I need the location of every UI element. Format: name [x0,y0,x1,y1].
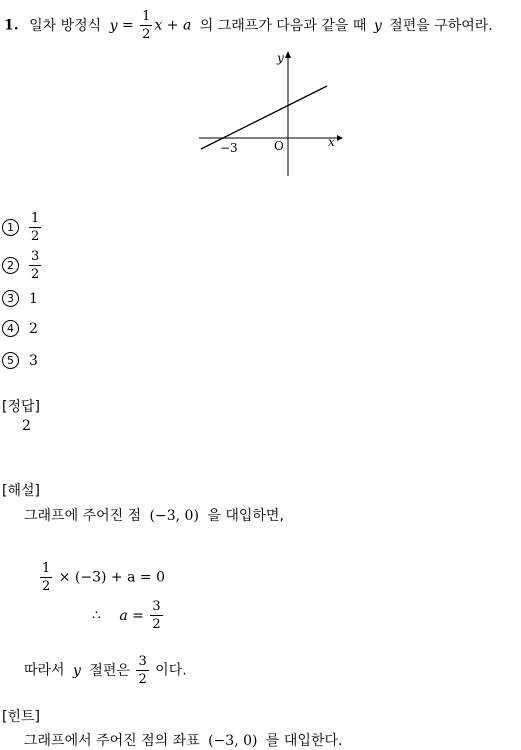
option-1[interactable] [2,212,43,243]
answer-heading: [정답] [2,399,40,415]
x-axis-arrow [337,135,343,141]
option-4-value: 2 [29,320,38,337]
hint-heading: [힌트] [2,709,40,725]
explanation-heading: [해설] [2,483,40,499]
question-text-after: 의 그래프가 다음과 같을 때 [199,17,367,34]
graph-line [201,86,327,149]
x-axis-label: x [328,135,335,149]
option-marker: 3 [2,290,19,307]
question-line [4,10,493,41]
option-5[interactable] [2,352,38,369]
option-marker: 2 [2,257,19,274]
question-text-end: 절편을 구하여라. [389,17,493,34]
equation-1-fraction [40,562,52,593]
equation-1-rest: × (−3) + a = 0 [58,569,165,586]
equation-fraction-num: 1 [142,9,151,24]
explanation-line1-end: 을 대입하면, [207,508,284,524]
equation-lhs: y [109,17,118,34]
option-marker: 1 [2,219,19,236]
question-text-before: 일차 방정식 [29,17,102,34]
conclusion-pre: 따라서 [24,662,65,679]
y-axis-label: y [277,51,284,65]
equation-2-lhs: a = [119,607,144,624]
equation-fraction [140,10,152,41]
option-4[interactable] [2,320,38,337]
option-3-value: 1 [29,290,38,307]
conclusion-den: 2 [138,672,147,687]
option-1-den: 2 [31,229,40,244]
equation-1-den: 2 [42,579,51,594]
equation-1-num: 1 [42,561,51,576]
hint-text [24,730,342,750]
hint-text-end: 를 대입한다. [265,733,343,749]
option-marker: 4 [2,320,19,337]
option-5-value: 3 [29,352,38,369]
question-number: 1. [4,17,19,34]
line-graph [195,48,345,178]
option-2-num: 3 [31,249,40,264]
explanation-line1 [24,505,284,525]
explanation-equation-1 [38,562,165,593]
option-marker: 5 [2,352,19,369]
origin-label: O [274,139,284,153]
equation-equals: = [121,17,134,34]
conclusion-end: 이다. [155,662,187,679]
equation-rest: x + a [154,17,192,34]
therefore-symbol: ∴ [92,607,101,624]
option-2[interactable] [2,250,43,281]
option-3[interactable] [2,290,38,307]
option-1-fraction [29,212,41,243]
option-2-fraction [29,250,41,281]
y-axis-arrow [285,51,291,58]
conclusion-var: y [73,662,81,679]
answer-value: 2 [22,418,31,434]
option-2-den: 2 [31,267,40,282]
equation-2-fraction [150,600,162,631]
equation-fraction-den: 2 [142,27,151,42]
option-1-num: 1 [31,211,40,226]
explanation-equation-2 [92,600,165,631]
equation-2-num: 3 [152,599,161,614]
x-tick-label: −3 [220,141,238,155]
conclusion-num: 3 [138,654,147,669]
conclusion-fraction [136,655,148,686]
explanation-line1-text: 그래프에 주어진 점 [24,508,142,524]
question-var-y: y [373,17,382,34]
explanation-conclusion [24,655,187,686]
equation-2-den: 2 [152,617,161,632]
conclusion-mid: 절편은 [89,662,130,679]
hint-point: (−3, 0) [208,733,258,749]
explanation-point: (−3, 0) [149,508,199,524]
hint-text-pre: 그래프에서 주어진 점의 좌표 [24,733,200,749]
